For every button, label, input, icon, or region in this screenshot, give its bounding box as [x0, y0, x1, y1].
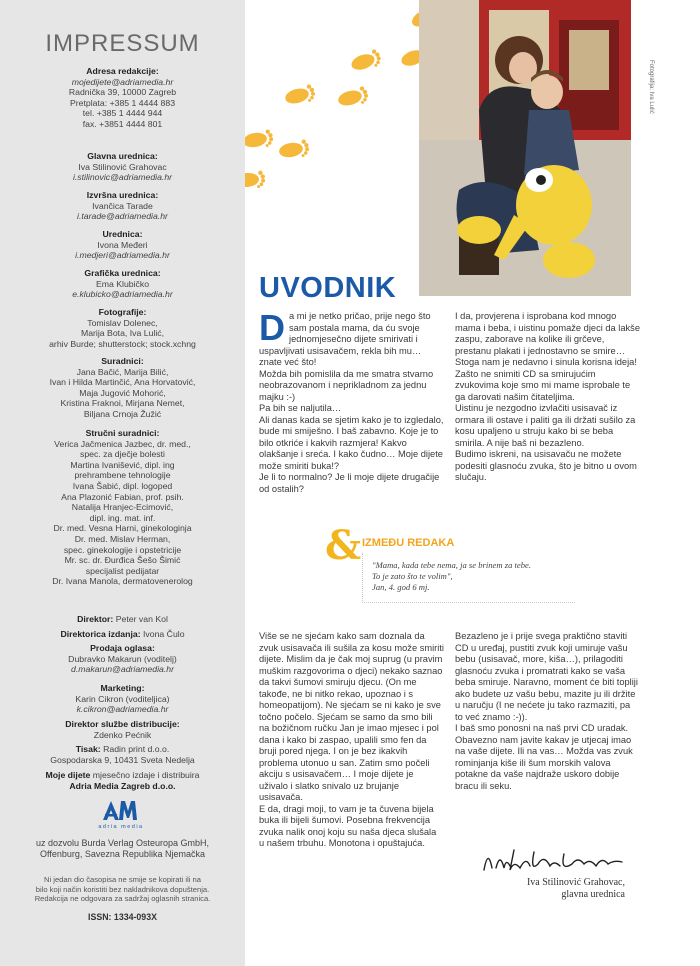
fotografije-line: arhiv Burde; shutterstock; stock.xchng	[49, 338, 196, 349]
fotografije-heading: Fotografije:	[98, 307, 147, 317]
footprint-icon	[278, 139, 311, 161]
strucni-line: Dr. med. Mislav Herman,	[74, 533, 171, 544]
strucni-line: Natalija Hranjec-Ecimović,	[71, 502, 174, 513]
strucni-line: Martina Ivanišević, dipl. ing	[70, 459, 175, 470]
direktorica-label: Direktorica izdanja:	[60, 629, 141, 639]
glavna-email: i.stilinovic@adriamedia.hr	[72, 172, 173, 183]
distribucija-name: Zdenko Pećnik	[93, 729, 152, 740]
article-column-4	[455, 631, 640, 792]
suradnici-line: Biljana Crnoja Žužić	[83, 408, 162, 419]
strucni-line: specijalist pedijatar	[85, 565, 160, 576]
impressum-suradnici	[10, 356, 235, 420]
copy-line: Redakcija ne odgovara za sadržaj oglasnih stranica.	[34, 894, 211, 904]
paragraph: Više se ne sjećam kako sam doznala da zvuk usisavača ili sušila za kosu može smiriti dijete. Mislim da je čak moj suprug (u pravim muškim razgovorima o djeci) nekako saznao da takvi šumovi smiruju djecu. (On me takođe, ne bi nitko rekao, upoznao i s homeopatijom). Ne sjećam se ni kako je sve točno počelo. Sjećam se samo da smo bili na božičnom ručku Jan je imao mjesec i pol dana i kako bi zaspao, upalili smo fen da bruji pored njega. I on je bez ikakvih problema utonuo u san. Zatim smo počeli akciju s usisavačem… I moje dijete je uživalo i slatko snivalo uz brujanje usisavača.	[259, 631, 444, 802]
impressum-urednica	[10, 229, 235, 261]
tisak-line1: Radin print d.o.o.	[103, 744, 170, 754]
distribucija-heading: Direktor službe distribucije:	[65, 719, 180, 729]
adresa-fax: fax. +3851 4444 801	[82, 118, 163, 129]
impressum-fotografije	[10, 307, 235, 349]
photo-credit: Fotografija: Iva Lulić	[648, 60, 654, 114]
izdaje-text: mjesečno izdaje i distribuira	[90, 770, 200, 780]
impressum-strucni	[10, 428, 235, 587]
article-column-3	[259, 631, 444, 850]
adresa-pretplata: Pretplata: +385 1 4444 883	[69, 97, 176, 108]
paragraph: Je li to normalno? Je li moje dijete drugačije od ostalih?	[259, 472, 440, 494]
adresa-tel: tel. +385 1 4444 944	[82, 108, 163, 119]
paragraph: Bezazleno je i prije svega praktično staviti CD u uređaj, pustiti zvuk koji umiruje vašu bebu (usisavač, more, kiša…), prilagoditi glasnoću zvuka i promatrati kako se vaša beba smiruje. Naravno, moment će biti topliji ako budete uz vašu bebu, mazite ju ili držite u naručju (I ne nećete ju tako razmaziti, pa to već znamo :-)).	[455, 631, 638, 722]
suradnici-line: Kristina Fraknoi, Mirjana Nemet,	[60, 398, 185, 409]
strucni-line: Ana Plazonić Fabian, prof. psih.	[61, 491, 184, 502]
urednica-heading: Urednica:	[102, 229, 143, 239]
ampersand-icon: &	[325, 522, 362, 569]
marketing-email: k.cikron@adriamedia.hr	[76, 704, 169, 715]
direktor-value: Peter van Kol	[115, 614, 168, 624]
impressum-izvrsna	[10, 190, 235, 222]
strucni-line: spec. za dječje bolesti	[80, 449, 165, 460]
quote-line: To je zato što te volim",	[372, 570, 453, 581]
signature-name	[468, 877, 625, 901]
burda-line: uz dozvolu Burda Verlag Osteuropa GmbH,	[35, 838, 210, 848]
copy-line: Ni jedan dio časopisa ne smije se kopirati ili na	[43, 875, 202, 884]
prodaja-email: d.makarun@adriamedia.hr	[71, 664, 174, 675]
direktor-label: Direktor:	[77, 614, 114, 624]
graficka-email: e.klubicko@adriamedia.hr	[72, 289, 173, 300]
handwritten-signature	[480, 842, 630, 876]
paragraph: I baš smo ponosni na naš prvi CD uradak. Obavezno nam javite kakav je utjecaj imao na vaše dijete. Ili na vas… Možda vas zvuk rominjanja kiše ili šum morskih valova potakne da vaše najdraže uskoro dobije bracu ili seku.	[455, 723, 633, 791]
impressum-glavna	[10, 151, 235, 183]
footprint-icon	[283, 83, 317, 107]
paragraph: Možda bih pomislila da me smatra stvarno neobrazovanom i neprikladnom za jednu majku :-)	[259, 368, 434, 402]
strucni-heading: Stručni suradnici:	[85, 428, 160, 438]
strucni-line: Ivana Šabić, dipl. logoped	[72, 480, 173, 491]
paragraph: Budimo iskreni, na usisavaču ne možete podesiti glasnoću zvuka, što je bitno u ovom slučaju.	[455, 449, 637, 482]
svg-text:adria media: adria media	[98, 824, 144, 830]
quote-line: "Mama, kada tebe nema, ja se brinem za tebe.	[372, 560, 531, 570]
paragraph: Stoga nam je nedavno i sinula korisna ideja! Zašto ne snimiti CD sa smirujućim zvukovima koje smo mi mame isprobale te ga darovati našim čitateljima.	[455, 357, 637, 402]
paragraph: E da, dragi moji, to vam je ta čuvena bijela buka ili bijeli šumovi. Posebna frekvencija zvuka nalik onoj koju su naša djeca slušala u našem trbuhu. Monotona i opuštajuća.	[259, 803, 437, 848]
article-column-2	[455, 311, 640, 484]
impressum-direktor	[10, 614, 235, 625]
paragraph: Uistinu je nezgodno izvlačiti usisavač iz ormara ili ostave i paliti ga ili držati sušilo za kosu upaljeno u struju kako bi se beba smirila. A nije baš ni bezazleno.	[455, 403, 636, 448]
paragraph	[259, 307, 444, 369]
marketing-heading: Marketing:	[100, 683, 145, 693]
direktorica-value: Ivona Čulo	[143, 629, 185, 639]
prodaja-name: Dubravko Makarun (voditelj)	[68, 653, 177, 664]
prodaja-heading: Prodaja oglasa:	[90, 643, 155, 653]
paragraph: Pa bih se naljutila…	[259, 403, 342, 413]
impressum-title: IMPRESSUM	[45, 30, 200, 57]
quote-text	[372, 560, 572, 592]
impressum-adresa	[10, 66, 235, 130]
page-title: UVODNIK	[259, 272, 397, 304]
footprint-icon	[245, 129, 274, 151]
suradnici-line: Ivan i Hilda Martinčić, Ana Horvatović,	[49, 377, 196, 388]
tisak-label: Tisak:	[75, 744, 101, 754]
izvrsna-heading: Izvršna urednica:	[86, 190, 159, 200]
quote-title: IZMEĐU REDAKA	[362, 537, 455, 549]
adria-media-logo	[97, 798, 147, 830]
marketing-name: Karin Cikron (voditeljica)	[75, 693, 170, 704]
impressum-graficka	[10, 268, 235, 300]
strucni-line: Dr. Ivana Manola, dermatovenerolog	[52, 576, 193, 587]
burda-license-note	[10, 838, 235, 860]
copyright-note	[10, 875, 235, 904]
glavna-heading: Glavna urednica:	[87, 151, 158, 161]
graficka-name: Ema Klubičko	[95, 278, 150, 289]
paragraph-text: a mi je netko pričao, prije nego što sam postala mama, da ću svoje jednomjesečno dijete smirivati i uspavljivati usisavačem, rekla bih mu… znate već što!	[259, 311, 431, 367]
drop-cap: D	[259, 307, 285, 348]
izvrsna-email: i.tarade@adriamedia.hr	[77, 211, 168, 222]
urednica-email: i.medjeri@adriamedia.hr	[75, 250, 170, 261]
graficka-heading: Grafička urednica:	[84, 268, 161, 278]
strucni-line: Dr. med. Vesna Harni, ginekologinja	[53, 523, 192, 534]
impressum-marketing	[10, 683, 235, 715]
tisak-line2: Gospodarska 9, 10431 Sveta Nedelja	[50, 754, 195, 765]
footprint-icon	[245, 170, 266, 190]
impressum-tisak	[10, 744, 235, 765]
impressum-direktorica	[10, 629, 235, 640]
paragraph: Ali danas kada se sjetim kako je to izgledalo, bude mi smiješno. I baš zabavno. Koje je to bilo otkriće i kakvih razmjera! Kakvo olakšanje i sreća. I kako čudno… Moje dijete može smiriti buka!?	[259, 414, 444, 471]
strucni-line: prehrambene tehnologije	[74, 470, 171, 481]
footprint-icon	[336, 85, 370, 109]
suradnici-line: Jana Bačić, Marija Bilić,	[76, 366, 169, 377]
strucni-line: spec. ginekologije i opstetricije	[63, 544, 182, 555]
suradnici-heading: Suradnici:	[101, 356, 144, 366]
strucni-line: dipl. ing. mat. inf.	[89, 512, 156, 523]
impressum-sidebar	[0, 0, 245, 966]
izdaje-publisher: Adria Media Zagreb d.o.o.	[69, 780, 176, 791]
izdaje-magazine: Moje dijete	[45, 770, 91, 780]
fotografije-line: Marija Bota, Iva Lulić,	[80, 328, 165, 339]
impressum-prodaja	[10, 643, 235, 675]
impressum-izdaje	[10, 770, 235, 791]
footprint-icon	[349, 48, 383, 74]
fotografije-line: Tomislav Dolenec,	[87, 317, 158, 328]
signature-role: glavna urednica	[561, 889, 625, 900]
glavna-name: Iva Stilinović Grahovac	[78, 161, 167, 172]
urednica-name: Ivona Međeri	[97, 239, 148, 250]
paragraph: I da, provjerena i isprobana kod mnogo mama i beba, i uistinu pomaže djeci da lakše zaspu, zaborave na kolike ili grčeve, prestanu plakati i jednostavno se smire…	[455, 311, 641, 356]
article-column-1	[259, 307, 444, 495]
adresa-street: Radnička 39, 10000 Zagreb	[68, 87, 177, 98]
suradnici-line: Maja Jugović Mohorić,	[79, 387, 166, 398]
adresa-heading: Adresa redakcije:	[86, 66, 159, 76]
burda-line: Offenburg, Savezna Republika Njemačka	[40, 849, 205, 859]
quote-attribution: Jan, 4. god 6 mj.	[372, 581, 430, 592]
strucni-line: Verica Jačmenica Jazbec, dr. med.,	[54, 438, 191, 449]
impressum-distribucija	[10, 719, 235, 740]
izvrsna-name: Ivančica Tarade	[92, 200, 153, 211]
issn: ISSN: 1334-093X	[88, 912, 157, 922]
adresa-email: mojedijete@adriamedia.hr	[71, 76, 174, 87]
signature-author: Iva Stilinović Grahovac,	[526, 877, 625, 888]
copy-line: bilo koji način koristiti bez nakladnikova dopuštenja.	[35, 884, 210, 894]
mother-child-photo	[419, 0, 631, 296]
strucni-line: Mr. sc. dr. Đurđica Šešo Šimić	[64, 555, 181, 566]
